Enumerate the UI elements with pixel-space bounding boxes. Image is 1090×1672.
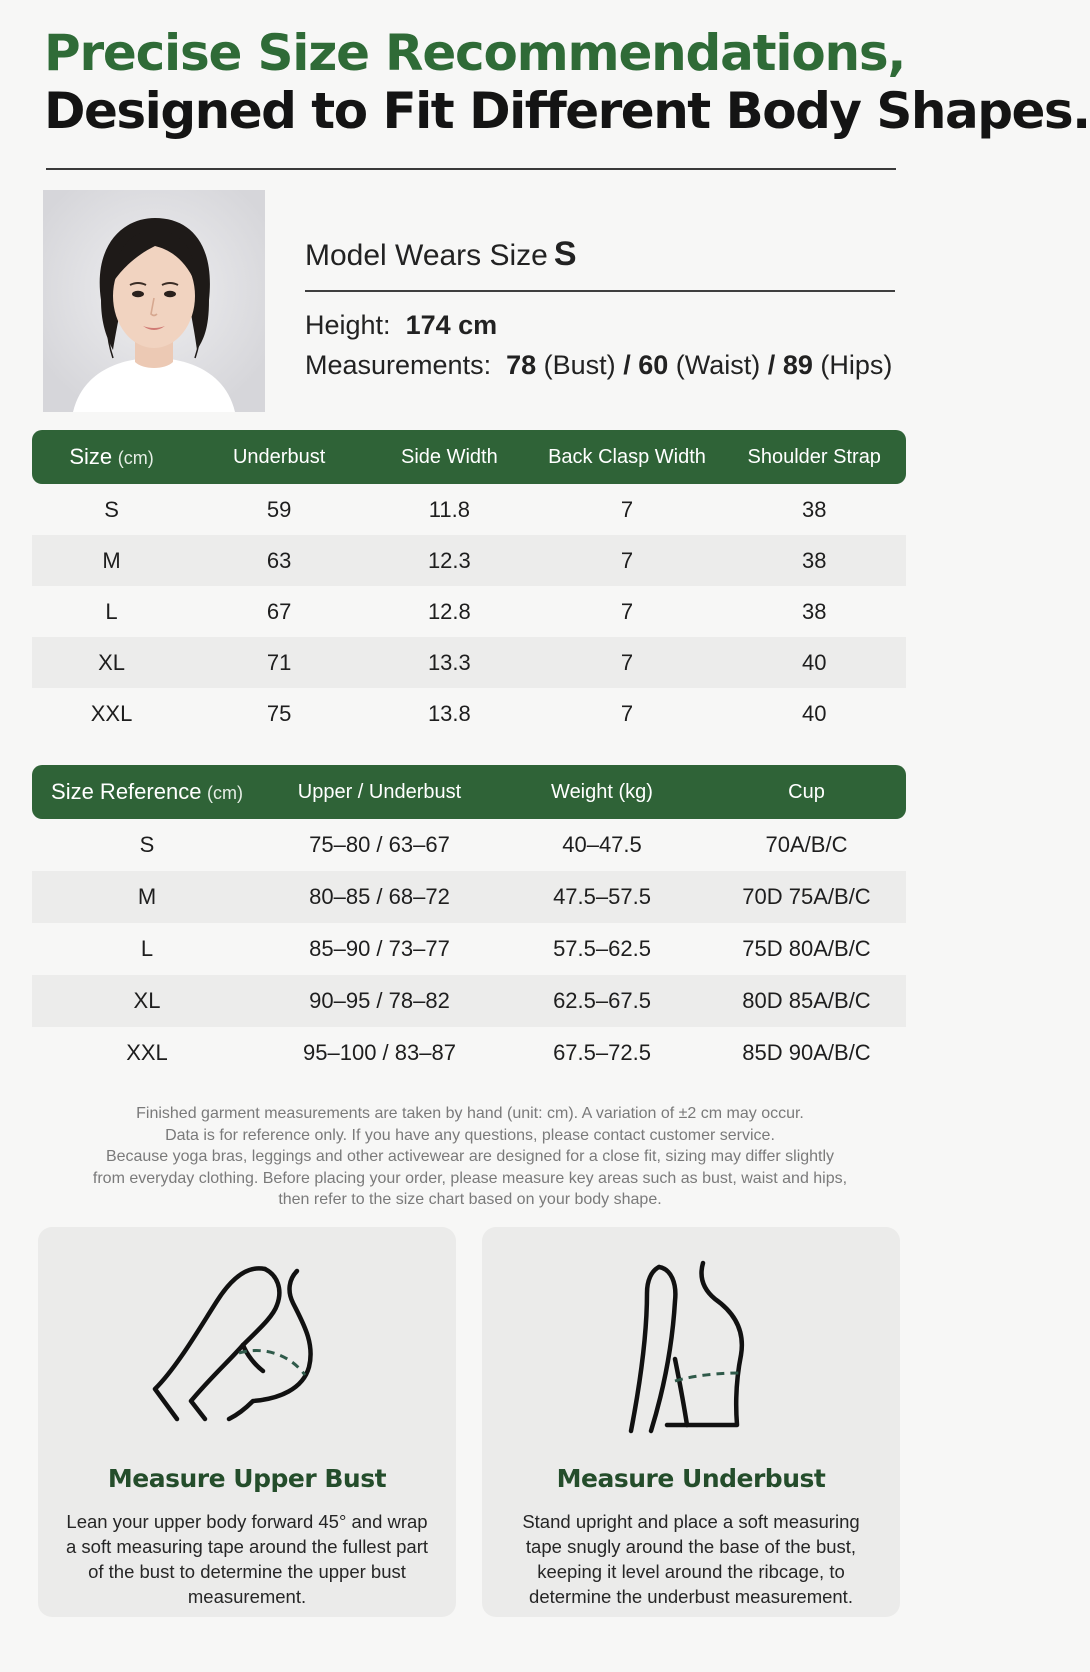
reference-header-label: Size Reference bbox=[51, 779, 202, 804]
size-reference-table bbox=[32, 765, 906, 1079]
note-line: Because yoga bras, leggings and other activewear are designed for a close fit, sizing may differ slightly bbox=[105, 1148, 835, 1165]
table-cell: 85–90 / 73–77 bbox=[309, 936, 450, 961]
model-avatar bbox=[43, 190, 265, 412]
table-cell: 67.5–72.5 bbox=[553, 1040, 651, 1065]
headline-line-1: Precise Size Recommendations, bbox=[44, 24, 906, 82]
model-divider bbox=[305, 290, 895, 292]
table-cell: XXL bbox=[126, 1040, 168, 1065]
table-cell: XL bbox=[32, 975, 262, 1027]
waist-value: 60 bbox=[638, 350, 669, 380]
table-cell: 59 bbox=[266, 496, 292, 522]
table-cell: XXL bbox=[90, 700, 133, 726]
size-reference-header bbox=[32, 765, 906, 819]
card-line: of the bust to determine the upper bust bbox=[88, 1561, 406, 1582]
size-chart-header bbox=[32, 430, 906, 484]
column-header: Side Width bbox=[400, 445, 498, 468]
model-size-title bbox=[305, 232, 895, 278]
separator-2: / bbox=[767, 350, 776, 380]
model-size-value: S bbox=[553, 235, 577, 273]
column-header: Upper / Underbust bbox=[297, 780, 462, 803]
table-cell: 38 bbox=[801, 598, 827, 624]
size-header-label: Size bbox=[69, 444, 113, 469]
table-cell: S bbox=[104, 496, 119, 522]
table-cell: 38 bbox=[722, 535, 906, 586]
table-row bbox=[32, 1027, 906, 1079]
table-cell: 13.3 bbox=[367, 637, 531, 688]
table-cell: 7 bbox=[620, 598, 634, 624]
size-chart-table bbox=[32, 430, 906, 739]
table-cell: L bbox=[105, 598, 118, 624]
headline-line-2: Designed to Fit Different Body Shapes. bbox=[44, 82, 1090, 140]
table-cell: 57.5–62.5 bbox=[553, 936, 651, 961]
upper-bust-card bbox=[38, 1227, 456, 1617]
table-cell: 75D 80A/B/C bbox=[742, 936, 871, 961]
table-cell: M bbox=[32, 871, 262, 923]
underbust-card bbox=[482, 1227, 900, 1617]
underbust-illustration-icon bbox=[591, 1249, 791, 1449]
column-header: Cup bbox=[788, 780, 825, 803]
card-line: keeping it level around the ribcage, to bbox=[537, 1561, 845, 1582]
table-cell: 13.8 bbox=[427, 700, 471, 726]
table-cell: S bbox=[139, 832, 155, 857]
card-line: Lean your upper body forward 45° and wrap bbox=[66, 1511, 428, 1532]
model-portrait-image bbox=[43, 190, 265, 412]
table-cell: L bbox=[140, 936, 154, 961]
separator-1: / bbox=[623, 350, 631, 380]
table-row bbox=[32, 535, 906, 586]
hips-label: (Hips) bbox=[820, 350, 893, 380]
table-cell: 80D 85A/B/C bbox=[707, 975, 906, 1027]
card-line: tape snugly around the base of the bust, bbox=[525, 1536, 857, 1557]
table-row bbox=[32, 819, 906, 871]
height-label: Height: bbox=[305, 310, 391, 340]
column-header-size-reference bbox=[32, 765, 262, 819]
table-cell: 75 bbox=[266, 700, 292, 726]
column-header: Back Clasp Width bbox=[548, 445, 706, 468]
headline bbox=[44, 24, 1090, 140]
table-row bbox=[32, 923, 906, 975]
table-cell: 38 bbox=[801, 496, 827, 522]
upper-bust-illustration-icon bbox=[147, 1249, 347, 1449]
table-cell: 47.5–57.5 bbox=[497, 871, 707, 923]
table-cell: 63 bbox=[191, 535, 367, 586]
table-cell: 7 bbox=[532, 637, 723, 688]
table-cell: 40 bbox=[801, 700, 827, 726]
table-cell: 85D 90A/B/C bbox=[742, 1040, 871, 1065]
table-row bbox=[32, 975, 906, 1027]
note-line: Data is for reference only. If you have any questions, please contact customer service. bbox=[165, 1126, 775, 1144]
table-cell: 70A/B/C bbox=[765, 832, 848, 857]
column-header-size bbox=[32, 430, 191, 484]
card-line: a soft measuring tape around the fullest part bbox=[66, 1536, 428, 1557]
table-cell: 40–47.5 bbox=[562, 832, 642, 857]
card-line: measurement. bbox=[187, 1586, 307, 1607]
reference-header-unit: (cm) bbox=[207, 783, 243, 803]
column-header: Weight (kg) bbox=[551, 780, 653, 803]
measurements-label: Measurements: bbox=[305, 350, 492, 380]
table-cell: 11.8 bbox=[428, 496, 470, 522]
card-title: Measure Underbust bbox=[556, 1464, 826, 1493]
table-cell: M bbox=[32, 535, 191, 586]
height-value: 174 cm bbox=[405, 310, 498, 340]
card-line: determine the underbust measurement. bbox=[529, 1586, 853, 1607]
note-line: then refer to the size chart based on your body shape. bbox=[278, 1191, 662, 1208]
card-description bbox=[492, 1509, 890, 1609]
divider bbox=[46, 168, 896, 170]
table-cell: 12.8 bbox=[427, 598, 471, 624]
table-cell: 75–80 / 63–67 bbox=[309, 832, 450, 857]
bust-label: (Bust) bbox=[543, 350, 616, 380]
table-cell: 70D 75A/B/C bbox=[707, 871, 906, 923]
measurement-note bbox=[40, 1103, 900, 1211]
waist-label: (Waist) bbox=[675, 350, 761, 380]
table-cell: 95–100 / 83–87 bbox=[303, 1040, 456, 1065]
table-cell: 7 bbox=[620, 700, 634, 726]
model-size-label: Model Wears Size bbox=[305, 239, 548, 272]
table-cell: 67 bbox=[266, 598, 292, 624]
table-cell: XL bbox=[32, 637, 191, 688]
hips-value: 89 bbox=[782, 350, 813, 380]
card-title: Measure Upper Bust bbox=[107, 1464, 387, 1493]
model-info bbox=[305, 232, 895, 385]
table-row bbox=[32, 871, 906, 923]
model-measurements bbox=[305, 345, 895, 385]
table-cell: 62.5–67.5 bbox=[497, 975, 707, 1027]
table-row bbox=[32, 484, 906, 535]
bust-value: 78 bbox=[506, 350, 537, 380]
table-cell: 12.3 bbox=[367, 535, 531, 586]
column-header: Underbust bbox=[232, 445, 326, 468]
table-cell: 7 bbox=[620, 496, 634, 522]
card-line: Stand upright and place a soft measuring bbox=[522, 1511, 860, 1532]
table-cell: 7 bbox=[532, 535, 723, 586]
table-cell: 90–95 / 78–82 bbox=[262, 975, 497, 1027]
table-cell: 40 bbox=[722, 637, 906, 688]
table-row bbox=[32, 586, 906, 637]
column-header: Shoulder Strap bbox=[747, 445, 881, 468]
table-row bbox=[32, 637, 906, 688]
size-header-unit: (cm) bbox=[117, 448, 154, 468]
table-row bbox=[32, 688, 906, 739]
note-line: Finished garment measurements are taken by hand (unit: cm). A variation of ±2 cm may occur. bbox=[136, 1105, 804, 1122]
model-height bbox=[305, 305, 895, 345]
card-description bbox=[48, 1509, 446, 1609]
note-line: from everyday clothing. Before placing your order, please measure key areas such as bust, waist and hips, bbox=[92, 1169, 848, 1187]
table-cell: 80–85 / 68–72 bbox=[262, 871, 497, 923]
table-cell: 71 bbox=[191, 637, 367, 688]
